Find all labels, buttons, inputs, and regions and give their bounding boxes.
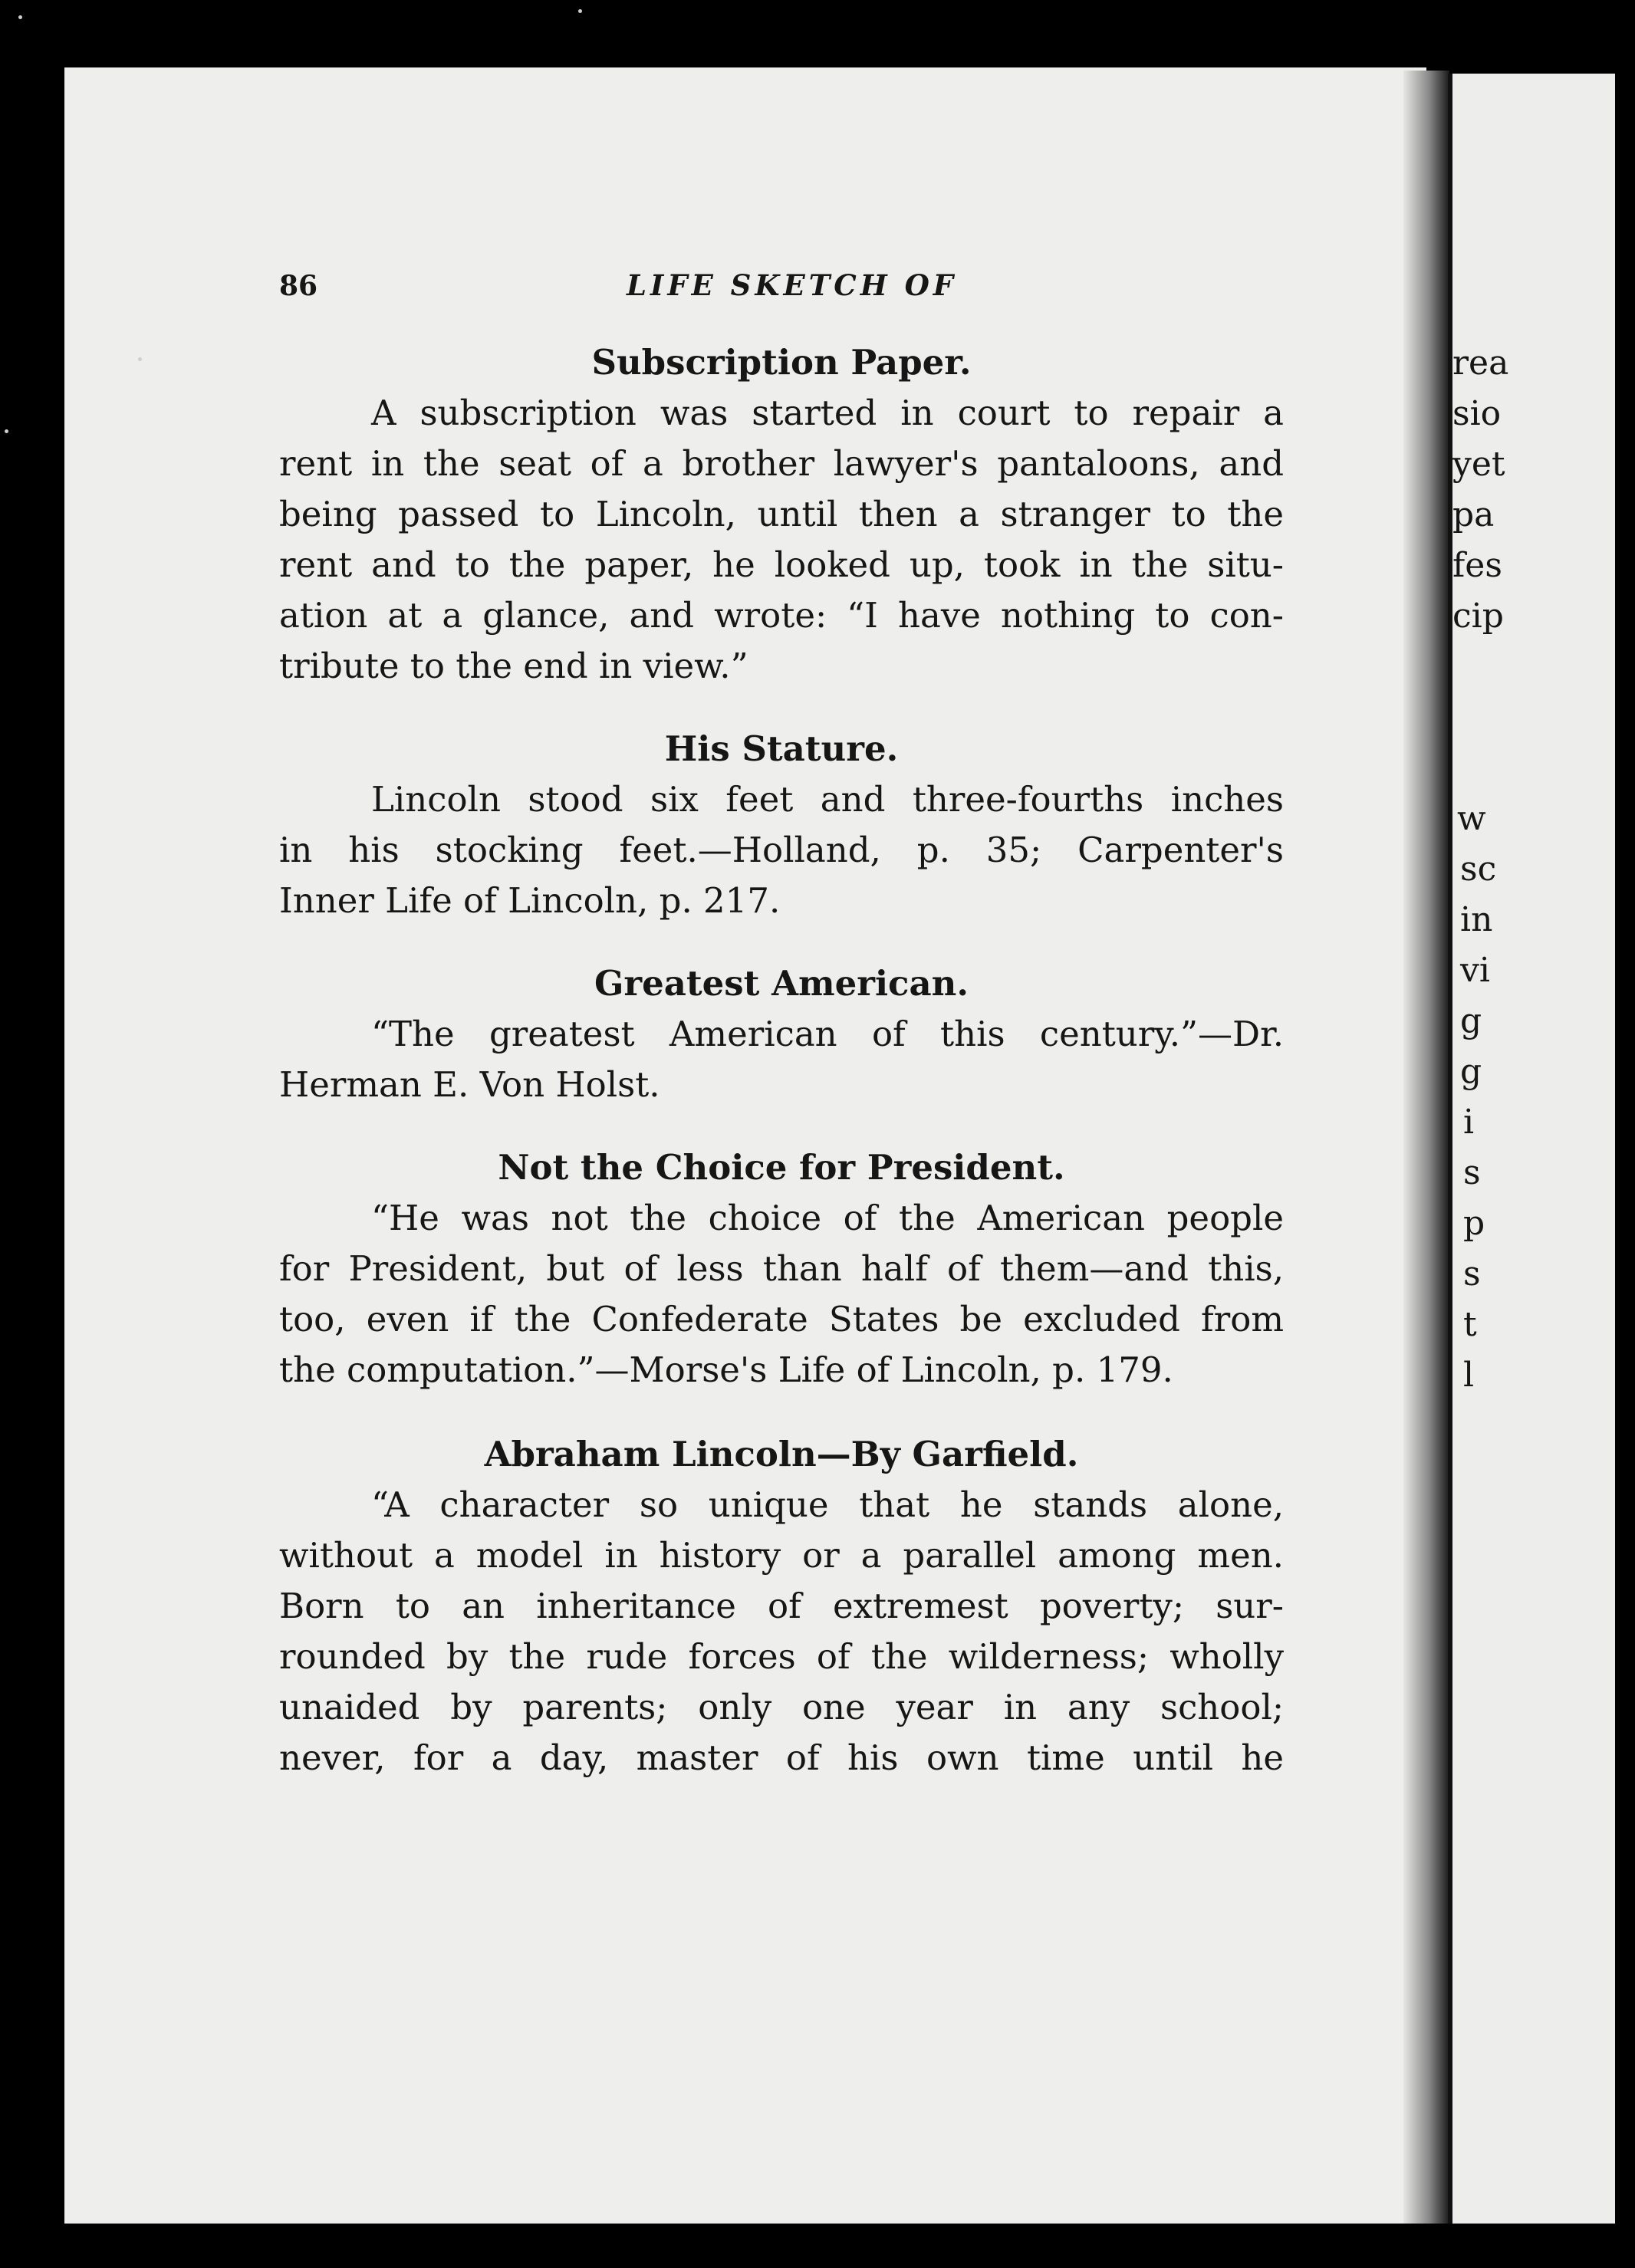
page-number: 86: [279, 270, 318, 302]
running-title: LIFE SKETCH OF: [627, 268, 958, 302]
facing-fragment: w: [1457, 799, 1486, 838]
text-line: “He was not the choice of the American people: [371, 1198, 1284, 1238]
paragraph: [279, 1193, 1284, 1395]
facing-fragment: l: [1463, 1356, 1475, 1395]
scan-speck: [18, 15, 22, 19]
text-line: tribute to the end in view.”: [279, 646, 748, 686]
text-line: without a model in history or a parallel among men.: [279, 1535, 1284, 1576]
facing-fragment: p: [1463, 1204, 1485, 1243]
facing-fragment: sio: [1452, 394, 1502, 433]
text-line: Inner Life of Lincoln, p. 217.: [279, 880, 781, 921]
section-heading: Not the Choice for President.: [498, 1147, 1065, 1188]
facing-fragment: cip: [1452, 597, 1504, 636]
text-line: unaided by parents; only one year in any school;: [279, 1687, 1284, 1727]
text-line: the computation.”—Morse's Life of Lincoln, p. 179.: [279, 1349, 1173, 1390]
section-heading: Subscription Paper.: [591, 342, 972, 383]
facing-fragment: pa: [1452, 495, 1495, 534]
section-heading: Abraham Lincoln—By Garfield.: [484, 1434, 1079, 1474]
facing-fragment: vi: [1460, 951, 1490, 990]
text-line: for President, but of less than half of them—and this,: [279, 1248, 1284, 1289]
paragraph: [279, 388, 1284, 692]
section-heading: Greatest American.: [594, 963, 969, 1004]
facing-fragment: g: [1460, 1001, 1482, 1040]
paragraph: [279, 1480, 1284, 1783]
text-line: rounded by the rude forces of the wilderness; wholly: [279, 1636, 1284, 1677]
facing-fragment: in: [1460, 900, 1493, 939]
facing-fragment: g: [1460, 1052, 1482, 1091]
paragraph: [279, 774, 1284, 926]
text-line: rent in the seat of a brother lawyer's pantaloons, and: [279, 443, 1284, 484]
text-line: never, for a day, master of his own time until he: [279, 1737, 1284, 1778]
text-line: being passed to Lincoln, until then a stranger to the: [279, 494, 1284, 534]
facing-fragment: t: [1463, 1305, 1477, 1344]
running-head: [279, 261, 1284, 307]
scan-speck: [5, 429, 8, 433]
book-gutter: [1403, 71, 1449, 2224]
facing-fragment: rea: [1452, 343, 1509, 383]
text-line: A subscription was started in court to repair a: [371, 393, 1284, 433]
text-line: Born to an inheritance of extremest poverty; sur-: [279, 1586, 1284, 1626]
text-line: too, even if the Confederate States be excluded from: [279, 1299, 1284, 1339]
text-line: ation at a glance, and wrote: “I have nothing to con-: [279, 595, 1284, 636]
text-line: Lincoln stood six feet and three-fourths inches: [371, 779, 1284, 820]
facing-fragment: yet: [1452, 445, 1505, 484]
text-line: “A character so unique that he stands alone,: [371, 1484, 1284, 1525]
page-body: [279, 337, 1284, 1783]
facing-fragment: i: [1463, 1103, 1475, 1142]
scan-speck: [138, 357, 142, 361]
facing-fragment: s: [1463, 1153, 1481, 1192]
facing-fragment: fes: [1452, 546, 1502, 585]
right-page-fragment: [1448, 74, 1615, 2224]
section-heading: His Stature.: [664, 728, 899, 769]
text-line: Herman E. Von Holst.: [279, 1064, 660, 1105]
facing-fragment: s: [1463, 1254, 1481, 1293]
text-line: “The greatest American of this century.”—Dr.: [371, 1014, 1284, 1054]
paragraph: [279, 1009, 1284, 1110]
text-line: rent and to the paper, he looked up, took in the situ-: [279, 544, 1284, 585]
scan-speck: [578, 9, 582, 13]
facing-fragment: sc: [1460, 850, 1497, 889]
text-line: in his stocking feet.—Holland, p. 35; Carpenter's: [279, 830, 1284, 870]
